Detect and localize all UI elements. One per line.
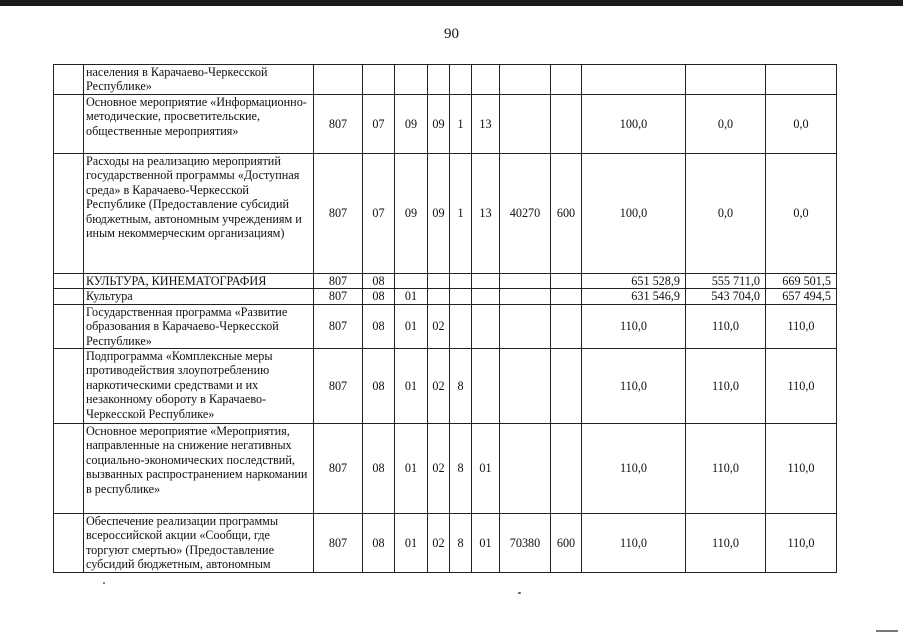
code-subsection-cell: 01 <box>395 349 428 424</box>
code-program-cell <box>428 274 450 289</box>
code-section-cell <box>363 65 395 95</box>
top-border-rule <box>0 0 903 6</box>
code-program-cell: 09 <box>428 154 450 274</box>
code-expense-type-cell <box>551 65 582 95</box>
amount-year2-cell: 0,0 <box>686 95 766 154</box>
code-direction-cell <box>500 95 551 154</box>
row-index-cell <box>54 349 84 424</box>
row-name-cell: Подпрограмма «Комплексные меры противодействия злоупотреблению наркотическими средствами и их незаконному обороту в Карачаево-Черкесской Республике» <box>84 349 314 424</box>
code-event-cell: 01 <box>472 424 500 514</box>
table-row <box>54 289 837 304</box>
amount-year1-cell: 110,0 <box>582 424 686 514</box>
code-program-cell: 02 <box>428 514 450 573</box>
code-ministry-cell: 807 <box>314 95 363 154</box>
code-program-cell: 02 <box>428 424 450 514</box>
code-ministry-cell <box>314 65 363 95</box>
code-subsection-cell <box>395 274 428 289</box>
code-expense-type-cell: 600 <box>551 154 582 274</box>
row-name-cell: Обеспечение реализации программы всероссийской акции «Сообщи, где торгуют смертью» (Предоставление субсидий бюджетным, автономным <box>84 514 314 573</box>
code-program-cell: 09 <box>428 95 450 154</box>
code-section-cell: 08 <box>363 424 395 514</box>
code-event-cell: 01 <box>472 514 500 573</box>
amount-year3-cell: 110,0 <box>766 304 837 348</box>
code-subsection-cell: 01 <box>395 304 428 348</box>
code-section-cell: 07 <box>363 95 395 154</box>
code-subprogram-cell <box>450 65 472 95</box>
code-subsection-cell: 01 <box>395 289 428 304</box>
code-subsection-cell: 01 <box>395 424 428 514</box>
code-expense-type-cell <box>551 289 582 304</box>
code-ministry-cell: 807 <box>314 304 363 348</box>
code-direction-cell: 70380 <box>500 514 551 573</box>
amount-year3-cell: 110,0 <box>766 424 837 514</box>
table-row <box>54 304 837 348</box>
code-expense-type-cell <box>551 424 582 514</box>
code-ministry-cell: 807 <box>314 514 363 573</box>
amount-year3-cell: 669 501,5 <box>766 274 837 289</box>
code-expense-type-cell <box>551 95 582 154</box>
amount-year1-cell: 110,0 <box>582 349 686 424</box>
amount-year3-cell: 0,0 <box>766 154 837 274</box>
code-program-cell: 02 <box>428 304 450 348</box>
code-section-cell: 08 <box>363 514 395 573</box>
row-name-cell: Основное мероприятие «Информационно-методические, просветительские, общественные мероприятия» <box>84 95 314 154</box>
code-program-cell: 02 <box>428 349 450 424</box>
code-event-cell <box>472 349 500 424</box>
table-row <box>54 424 837 514</box>
scan-speck <box>518 592 521 594</box>
row-index-cell <box>54 289 84 304</box>
code-subsection-cell <box>395 65 428 95</box>
code-event-cell: 13 <box>472 154 500 274</box>
code-program-cell <box>428 65 450 95</box>
code-section-cell: 08 <box>363 349 395 424</box>
amount-year2-cell: 110,0 <box>686 424 766 514</box>
code-subsection-cell: 09 <box>395 154 428 274</box>
amount-year1-cell: 651 528,9 <box>582 274 686 289</box>
code-direction-cell <box>500 424 551 514</box>
row-index-cell <box>54 274 84 289</box>
code-direction-cell <box>500 349 551 424</box>
code-ministry-cell: 807 <box>314 424 363 514</box>
code-direction-cell: 40270 <box>500 154 551 274</box>
row-index-cell <box>54 514 84 573</box>
row-index-cell <box>54 65 84 95</box>
code-direction-cell <box>500 304 551 348</box>
code-subprogram-cell: 8 <box>450 514 472 573</box>
code-subprogram-cell: 8 <box>450 424 472 514</box>
row-name-cell: Культура <box>84 289 314 304</box>
amount-year1-cell: 631 546,9 <box>582 289 686 304</box>
amount-year2-cell: 110,0 <box>686 514 766 573</box>
row-index-cell <box>54 154 84 274</box>
code-event-cell: 13 <box>472 95 500 154</box>
row-name-cell: КУЛЬТУРА, КИНЕМАТОГРАФИЯ <box>84 274 314 289</box>
code-direction-cell <box>500 65 551 95</box>
amount-year3-cell: 0,0 <box>766 95 837 154</box>
code-subsection-cell: 01 <box>395 514 428 573</box>
amount-year2-cell: 0,0 <box>686 154 766 274</box>
amount-year1-cell <box>582 65 686 95</box>
code-section-cell: 08 <box>363 304 395 348</box>
code-event-cell <box>472 274 500 289</box>
amount-year2-cell: 543 704,0 <box>686 289 766 304</box>
amount-year1-cell: 100,0 <box>582 95 686 154</box>
code-subprogram-cell <box>450 289 472 304</box>
amount-year3-cell <box>766 65 837 95</box>
code-expense-type-cell: 600 <box>551 514 582 573</box>
code-section-cell: 07 <box>363 154 395 274</box>
page-number: 90 <box>444 26 459 42</box>
code-subprogram-cell <box>450 304 472 348</box>
table-row <box>54 349 837 424</box>
code-expense-type-cell <box>551 304 582 348</box>
row-name-cell: населения в Карачаево-Черкесской Республике» <box>84 65 314 95</box>
code-section-cell: 08 <box>363 289 395 304</box>
amount-year1-cell: 100,0 <box>582 154 686 274</box>
code-subprogram-cell: 8 <box>450 349 472 424</box>
code-event-cell <box>472 304 500 348</box>
row-name-cell: Расходы на реализацию мероприятий государственной программы «Доступная среда» в Карачаево-Черкесской Республике (Предоставление субсидий бюджетным, автономным учреждениям и иным некоммерческим организациям) <box>84 154 314 274</box>
budget-table <box>53 64 837 573</box>
amount-year2-cell: 110,0 <box>686 304 766 348</box>
code-expense-type-cell <box>551 349 582 424</box>
code-event-cell <box>472 289 500 304</box>
code-subprogram-cell: 1 <box>450 154 472 274</box>
amount-year3-cell: 110,0 <box>766 349 837 424</box>
row-name-cell: Государственная программа «Развитие образования в Карачаево-Черкесской Республике» <box>84 304 314 348</box>
scan-edge-mark <box>876 630 898 632</box>
row-index-cell <box>54 95 84 154</box>
amount-year1-cell: 110,0 <box>582 304 686 348</box>
code-subprogram-cell <box>450 274 472 289</box>
table-row <box>54 65 837 95</box>
amount-year2-cell <box>686 65 766 95</box>
amount-year3-cell: 657 494,5 <box>766 289 837 304</box>
amount-year2-cell: 555 711,0 <box>686 274 766 289</box>
code-subsection-cell: 09 <box>395 95 428 154</box>
scan-speck <box>103 582 105 584</box>
code-event-cell <box>472 65 500 95</box>
code-expense-type-cell <box>551 274 582 289</box>
code-program-cell <box>428 289 450 304</box>
table-row <box>54 274 837 289</box>
row-name-cell: Основное мероприятие «Мероприятия, направленные на снижение негативных социально-экономических последствий, вызванных распространением наркомании в республике» <box>84 424 314 514</box>
table-row <box>54 95 837 154</box>
code-direction-cell <box>500 289 551 304</box>
code-section-cell: 08 <box>363 274 395 289</box>
code-direction-cell <box>500 274 551 289</box>
row-index-cell <box>54 304 84 348</box>
table-row <box>54 154 837 274</box>
row-index-cell <box>54 424 84 514</box>
amount-year2-cell: 110,0 <box>686 349 766 424</box>
table-row <box>54 514 837 573</box>
amount-year3-cell: 110,0 <box>766 514 837 573</box>
code-ministry-cell: 807 <box>314 154 363 274</box>
code-ministry-cell: 807 <box>314 289 363 304</box>
code-subprogram-cell: 1 <box>450 95 472 154</box>
code-ministry-cell: 807 <box>314 274 363 289</box>
code-ministry-cell: 807 <box>314 349 363 424</box>
amount-year1-cell: 110,0 <box>582 514 686 573</box>
